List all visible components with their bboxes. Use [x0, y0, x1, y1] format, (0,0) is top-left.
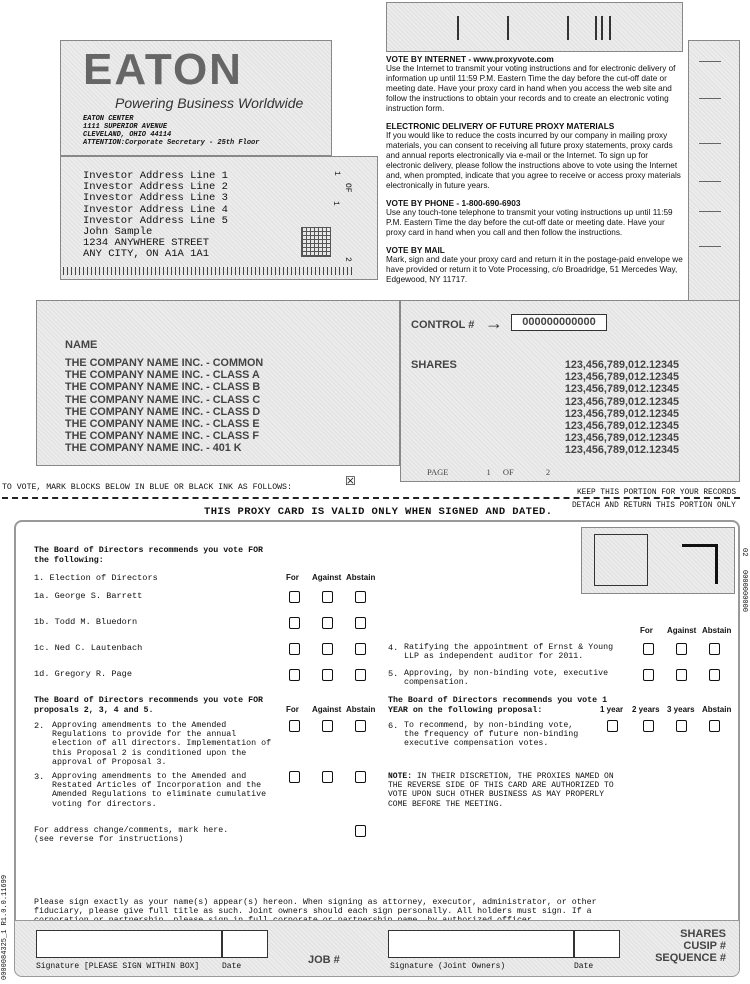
board-intro: The Board of Directors recommends you vote FOR the following: — [34, 546, 264, 565]
keep-portion-text: KEEP THIS PORTION FOR YOUR RECORDS — [577, 489, 737, 497]
2d-barcode — [301, 227, 331, 257]
1d-for-checkbox[interactable] — [289, 669, 300, 681]
control-shares-block — [400, 300, 740, 482]
top-barcode-box — [386, 2, 683, 52]
return-address-block — [60, 40, 332, 156]
proposal-5-text: Approving, by non-binding vote, executive compensation. — [404, 669, 609, 688]
sign-instructions: Please sign exactly as your name(s) appear(s) hereon. When signing as attorney, executor, administrator, or other fiduciary, please give full title as such. Joint owners should each sign personally. All holders must sign. If a — [34, 898, 597, 917]
strip-mark — [699, 211, 721, 212]
right-col-abstain: Abstain — [702, 626, 732, 635]
name-label: NAME — [65, 339, 98, 351]
eaton-tagline: Powering Business Worldwide — [115, 95, 304, 111]
detach-line — [2, 497, 740, 499]
col-against-2: Against — [312, 705, 342, 714]
barcode-bar — [507, 16, 509, 40]
barcode-bar — [457, 16, 459, 40]
proposal-5-num: 5. — [388, 669, 399, 679]
phone-title: VOTE BY PHONE - 1-800-690-6903 — [386, 198, 521, 208]
col-abstain: Abstain — [346, 573, 376, 582]
1b-abstain-checkbox[interactable] — [355, 617, 366, 629]
proposal-2-num: 2. — [34, 721, 45, 731]
return-address: EATON CENTER 1111 SUPERIOR AVENUE CLEVELAND, OHIO 44114 ATTENTION:Corporate Secretary - 25th Floor — [83, 115, 260, 147]
edelivery-text: If you would like to reduce the costs incurred by our company in mailing proxy materials, you can consent to receiving all future proxy statements, proxy cards and annual reports electronically via e-mail or the Internet. To sign up for electronic delivery, please follow the instructions above to vote using the Internet and, when prompted, indicate that you agree to receive or access proxy materials electronically in future years. — [386, 131, 681, 190]
internet-text: Use the Internet to transmit your voting instructions and for electronic delivery of information up until 11:59 P.M. Eastern Time the day before the cut-off date or meeting date. Have your proxy card in hand when you access the web site and follow the instructions to obtain your records and to create an electronic voting instruction form. — [386, 64, 676, 113]
page-index-vertical: 2 — [343, 257, 352, 262]
valid-notice: THIS PROXY CARD IS VALID ONLY WHEN SIGNED AND DATED. — [204, 506, 553, 518]
page-index-vertical: 1 — [332, 171, 341, 176]
freq-1-year: 1 year — [600, 705, 624, 714]
proposal-4-text: Ratifying the appointment of Ernst & Young LLP as independent auditor for 2011. — [404, 643, 614, 662]
signature-box[interactable] — [36, 930, 222, 958]
company-list: THE COMPANY NAME INC. - COMMON THE COMPANY NAME INC. - CLASS A THE COMPANY NAME INC. - CLASS B THE COMPANY NAME INC. - CLASS C THE COMPANY NAME INC. - CLASS D THE COMPANY NAME INC. - CLASS E THE COMPANY NAME INC. - CLASS F THE COMPANY NAME INC. - 401 K — [65, 357, 264, 455]
joint-date-label: Date — [574, 962, 594, 971]
col-for: For — [286, 573, 299, 582]
barcode-bar — [601, 16, 603, 40]
job-label: JOB # — [308, 954, 340, 966]
director-1b: 1b. Todd M. Bluedorn — [34, 617, 138, 627]
1c-abstain-checkbox[interactable] — [355, 643, 366, 655]
scan-corner — [682, 544, 718, 584]
p4-against-checkbox[interactable] — [676, 643, 687, 655]
control-number: 000000000000 — [511, 314, 607, 331]
freq-abstain: Abstain — [702, 705, 732, 714]
strip-mark — [699, 98, 721, 99]
p5-against-checkbox[interactable] — [676, 669, 687, 681]
eaton-logo: EATON — [83, 45, 243, 94]
p5-for-checkbox[interactable] — [643, 669, 654, 681]
1d-abstain-checkbox[interactable] — [355, 669, 366, 681]
id-labels: SHARES CUSIP # SEQUENCE # — [655, 928, 726, 964]
page-index-vertical: OF — [343, 183, 352, 193]
voting-instructions — [386, 54, 684, 285]
strip-mark — [699, 143, 721, 144]
director-1d: 1d. Gregory R. Page — [34, 669, 132, 679]
proposal-6-text: To recommend, by non-binding vote, the frequency of future non-binding executive compensation votes. — [404, 721, 579, 749]
board-intro-2: The Board of Directors recommends you vote FOR proposals 2, 3, 4 and 5. — [34, 696, 264, 715]
mark-example-icon: ☒ — [345, 474, 356, 488]
p5-abstain-checkbox[interactable] — [709, 669, 720, 681]
page-indicator: PAGE 1 OF 2 — [427, 467, 551, 477]
director-1a: 1a. George S. Barrett — [34, 591, 143, 601]
arrow-icon: → — [485, 313, 503, 333]
p4-abstain-checkbox[interactable] — [709, 643, 720, 655]
p2-against-checkbox[interactable] — [322, 720, 333, 732]
joint-date-box[interactable] — [574, 930, 620, 958]
address-change-label: For address change/comments, mark here. — [34, 826, 229, 835]
freq-3-years: 3 years — [667, 705, 695, 714]
proposal-4-num: 4. — [388, 643, 399, 653]
detach-text: DETACH AND RETURN THIS PORTION ONLY — [572, 502, 736, 510]
address-change-note: (see reverse for instructions) — [34, 835, 184, 844]
date-box[interactable] — [222, 930, 268, 958]
joint-signature-box[interactable] — [388, 930, 574, 958]
strip-mark — [699, 246, 721, 247]
1b-against-checkbox[interactable] — [322, 617, 333, 629]
strip-mark — [699, 61, 721, 62]
proposal-6-num: 6. — [388, 721, 399, 731]
side-code-right-num: 0000000000 — [740, 570, 748, 613]
board-intro-3: The Board of Directors recommends you vote 1 YEAR on the following proposal: — [388, 696, 608, 715]
proposal-3-text: Approving amendments to the Amended and Restated Articles of Incorporation and the Amended Regulations to eliminate cumulative voting for directors. — [52, 772, 267, 809]
investor-address-block — [60, 156, 378, 280]
1c-against-checkbox[interactable] — [322, 643, 333, 655]
proposal-2-text: Approving amendments to the Amended Regulations to provide for the annual election of all directors. Implementation of this Proposal 2 is conditioned upon the approval of Proposal 3. — [52, 721, 272, 767]
p3-against-checkbox[interactable] — [322, 771, 333, 783]
p2-for-checkbox[interactable] — [289, 720, 300, 732]
right-col-against: Against — [667, 626, 697, 635]
p4-for-checkbox[interactable] — [643, 643, 654, 655]
1c-for-checkbox[interactable] — [289, 643, 300, 655]
barcode-bar — [595, 16, 597, 40]
mail-text: Mark, sign and date your proxy card and return it in the postage-paid envelope we have provided or return it to Vote Processing, c/o Broadridge, 51 Mercedes Way, Edgewood, NY 11717. — [386, 255, 683, 284]
shares-label: SHARES — [411, 359, 457, 371]
col-against: Against — [312, 573, 342, 582]
1a-against-checkbox[interactable] — [322, 591, 333, 603]
right-side-strip — [688, 40, 740, 302]
side-code-right: 02 — [740, 548, 748, 557]
1b-for-checkbox[interactable] — [289, 617, 300, 629]
joint-signature-label: Signature (Joint Owners) — [390, 962, 506, 971]
postal-barcode — [63, 267, 353, 275]
investor-address: Investor Address Line 1 Investor Address Line 2 Investor Address Line 3 Investor Address Line 4 Investor Address Line 5 John Sample 1234 ANYWHERE STREET ANY CITY, ON A1A 1A1 — [83, 170, 228, 261]
mark-instruction: TO VOTE, MARK BLOCKS BELOW IN BLUE OR BLACK INK AS FOLLOWS: — [2, 483, 292, 492]
control-label: CONTROL # — [411, 319, 475, 331]
right-col-for: For — [640, 626, 653, 635]
p6-1year-checkbox[interactable] — [607, 720, 618, 732]
signature-label: Signature [PLEASE SIGN WITHIN BOX] — [36, 962, 200, 971]
date-label: Date — [222, 962, 242, 971]
scan-square — [594, 534, 648, 586]
edelivery-title: ELECTRONIC DELIVERY OF FUTURE PROXY MATERIALS — [386, 121, 615, 131]
1a-abstain-checkbox[interactable] — [355, 591, 366, 603]
mail-title: VOTE BY MAIL — [386, 245, 445, 255]
p6-2years-checkbox[interactable] — [643, 720, 654, 732]
1a-for-checkbox[interactable] — [289, 591, 300, 603]
page-index-vertical: 1 — [331, 201, 340, 206]
strip-mark — [699, 181, 721, 182]
side-code-left: 0000084325_1 R1.0.0.11699 — [1, 874, 9, 980]
phone-text: Use any touch-tone telephone to transmit your voting instructions up until 11:59 P.M. Eastern Time the day before the cut-off date or meeting date. Have your proxy card in hand when you call and then follow the instructions. — [386, 208, 673, 237]
shares-values: 123,456,789,012.12345 123,456,789,012.12345 123,456,789,012.12345 123,456,789,012.12345 123,456,789,012.12345 123,456,789,012.12345 123,456,789,012.12345 123,456,789,012.12345 — [564, 359, 679, 457]
scan-block — [581, 527, 735, 594]
p3-for-checkbox[interactable] — [289, 771, 300, 783]
barcode-bar — [609, 16, 611, 40]
director-1c: 1c. Ned C. Lautenbach — [34, 643, 143, 653]
col-for-2: For — [286, 705, 299, 714]
item-1-label: 1. Election of Directors — [34, 573, 158, 583]
p6-3years-checkbox[interactable] — [676, 720, 687, 732]
p6-abstain-checkbox[interactable] — [709, 720, 720, 732]
proposal-3-num: 3. — [34, 772, 45, 782]
p2-abstain-checkbox[interactable] — [355, 720, 366, 732]
note-text: NOTE: IN THEIR DISCRETION, THE PROXIES NAMED ON THE REVERSE SIDE OF THIS CARD ARE AUTHORIZED TO VOTE UPON SUCH OTHER BUSINESS AS MAY PROPERLY COME BEFORE THE MEETING. — [388, 772, 614, 809]
1d-against-checkbox[interactable] — [322, 669, 333, 681]
address-change-checkbox[interactable] — [355, 825, 366, 837]
col-abstain-2: Abstain — [346, 705, 376, 714]
internet-title: VOTE BY INTERNET - www.proxyvote.com — [386, 54, 554, 64]
freq-2-years: 2 years — [632, 705, 660, 714]
name-block — [36, 300, 400, 466]
p3-abstain-checkbox[interactable] — [355, 771, 366, 783]
barcode-bar — [567, 16, 569, 40]
